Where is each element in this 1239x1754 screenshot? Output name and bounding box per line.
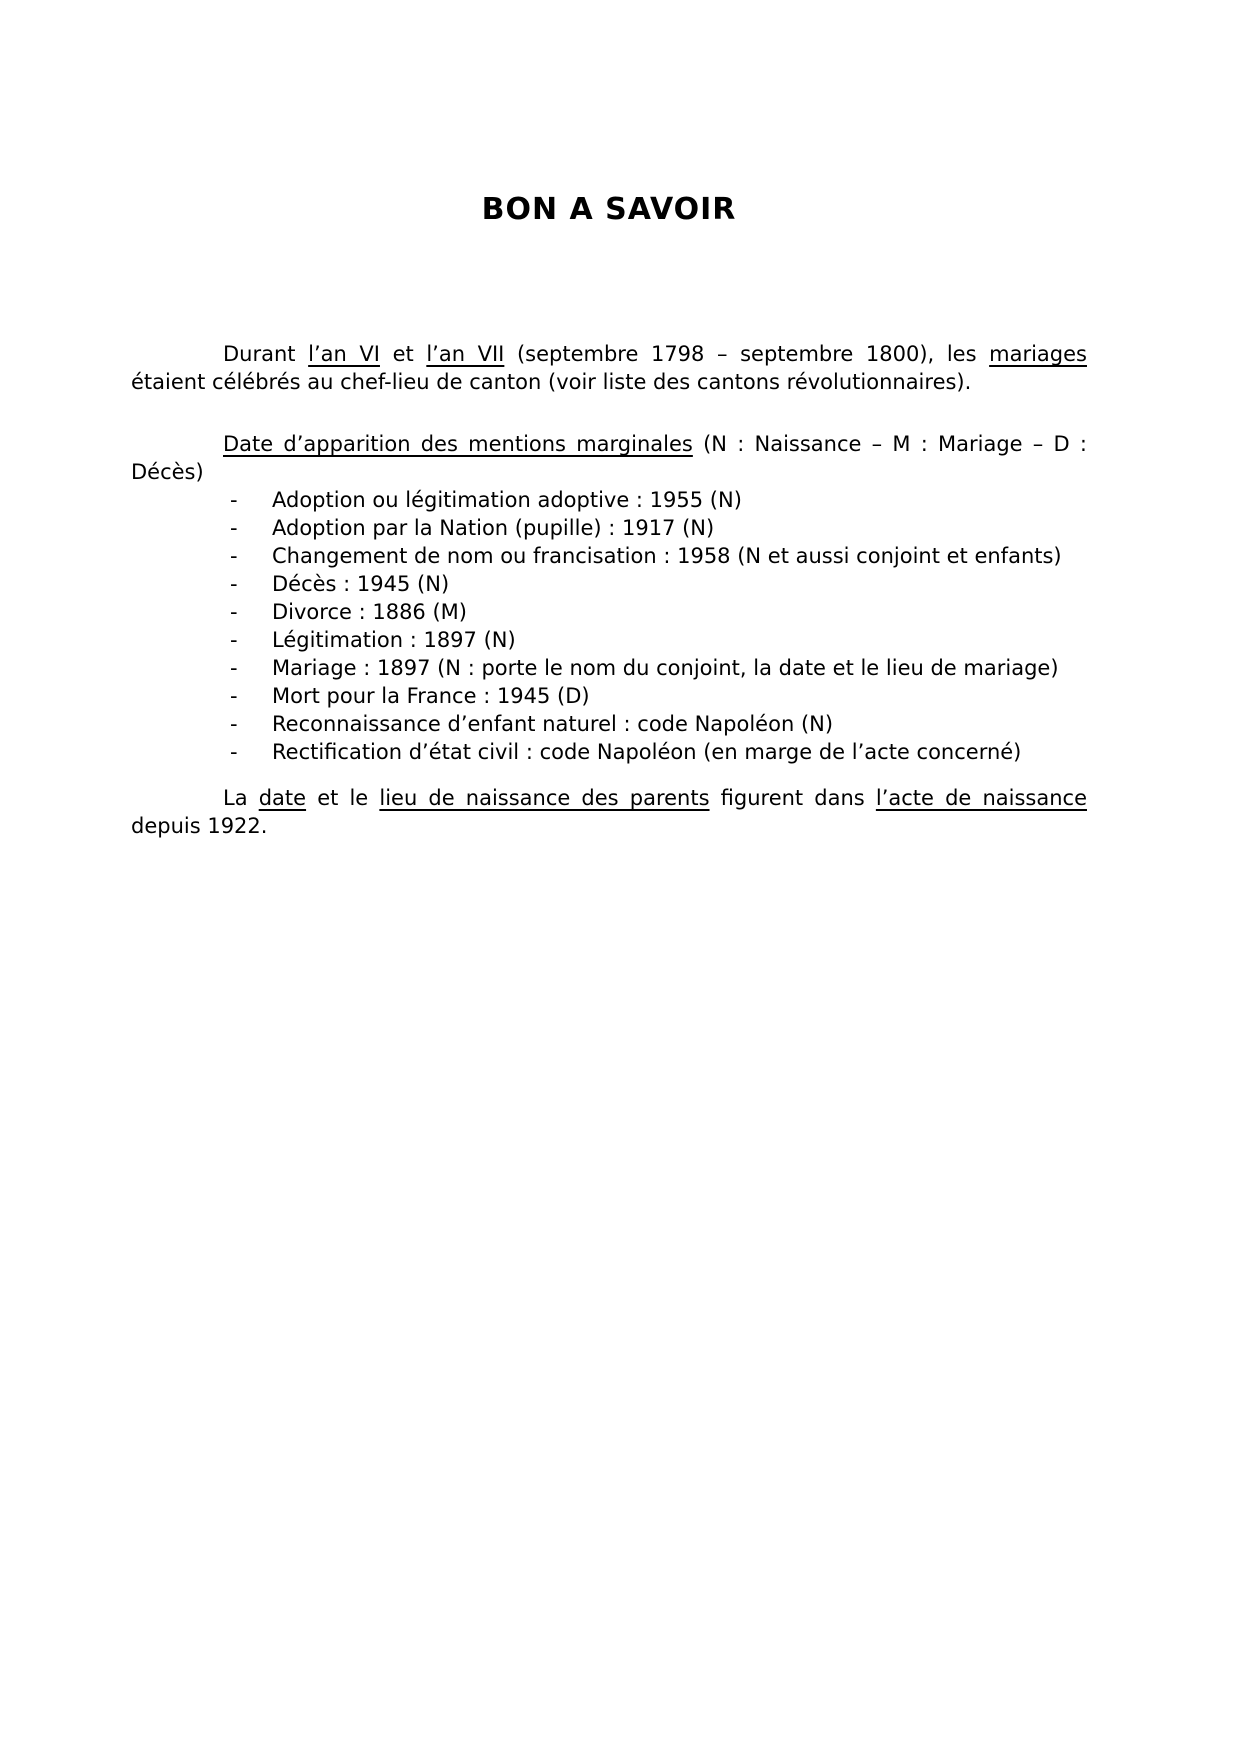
list-item-text: Légitimation : 1897 (N) — [272, 628, 516, 652]
list-item-marker: - — [230, 544, 238, 568]
list-item — [230, 654, 1087, 682]
page-title: BON A SAVOIR — [481, 192, 737, 227]
list-item-text: Mort pour la France : 1945 (D) — [272, 684, 590, 708]
list-item-text: Changement de nom ou francisation : 1958 (N et aussi conjoint et enfants) — [272, 544, 1062, 568]
list-item-text: Reconnaissance d’enfant naturel : code Napoléon (N) — [272, 712, 834, 736]
list-item — [230, 570, 1087, 598]
list-item — [230, 626, 1087, 654]
list-item — [230, 486, 1087, 514]
list-item — [230, 738, 1087, 766]
list-item-marker: - — [230, 628, 238, 652]
mentions-heading: Date d’apparition des mentions marginales (N : Naissance – M : Mariage – D : Décès) — [131, 432, 1087, 484]
list-item-text: Mariage : 1897 (N : porte le nom du conjoint, la date et le lieu de mariage) — [272, 656, 1059, 680]
list-item-marker: - — [230, 684, 238, 708]
list-item-marker: - — [230, 600, 238, 624]
list-item — [230, 598, 1087, 626]
list-item-marker: - — [230, 516, 238, 540]
list-item-text: Décès : 1945 (N) — [272, 572, 450, 596]
list-item — [230, 514, 1087, 542]
closing-paragraph: La date et le lieu de naissance des parents figurent dans l’acte de naissance depuis 1922. — [131, 786, 1087, 838]
list-item-marker: - — [230, 740, 238, 764]
list-item-text: Adoption ou légitimation adoptive : 1955 (N) — [272, 488, 742, 512]
intro-paragraph: Durant l’an VI et l’an VII (septembre 1798 – septembre 1800), les mariages étaient célébrés au chef-lieu de canton (voir liste des cantons révolutionnaires). — [131, 342, 1087, 394]
list-item-marker: - — [230, 712, 238, 736]
list-item-text: Rectification d’état civil : code Napoléon (en marge de l’acte concerné) — [272, 740, 1022, 764]
list-item — [230, 710, 1087, 738]
document-content — [131, 0, 1087, 840]
list-item-text: Divorce : 1886 (M) — [272, 600, 467, 624]
list-item — [230, 542, 1087, 570]
list-item — [230, 682, 1087, 710]
list-item-marker: - — [230, 572, 238, 596]
list-item-marker: - — [230, 488, 238, 512]
mentions-list — [230, 486, 1087, 766]
list-item-marker: - — [230, 656, 238, 680]
list-item-text: Adoption par la Nation (pupille) : 1917 (N) — [272, 516, 715, 540]
